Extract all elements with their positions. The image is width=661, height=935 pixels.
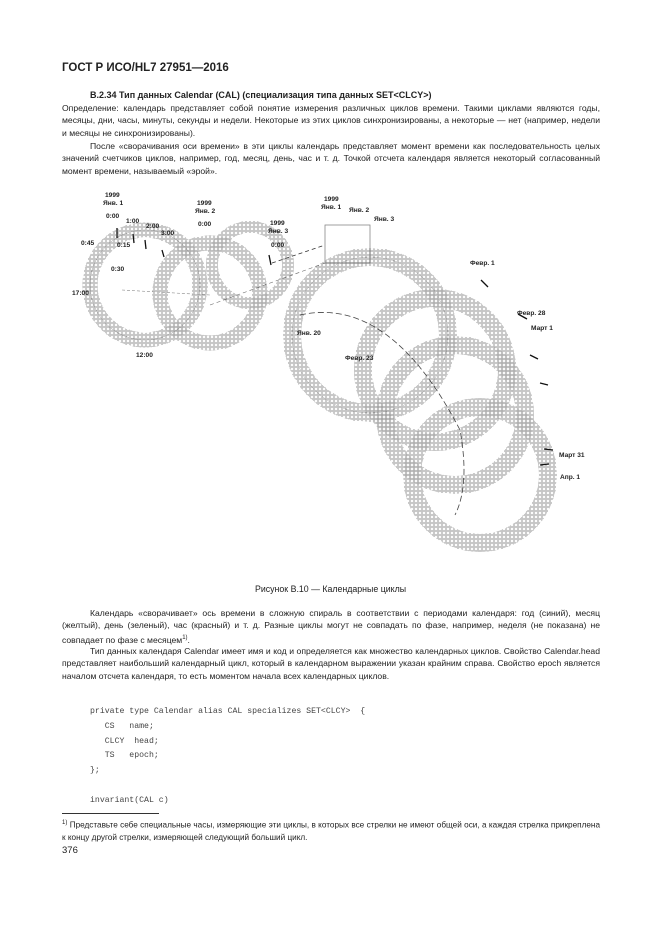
code-line: }; [90,766,100,776]
label-apr1: Апр. 1 [560,474,581,481]
section-title: В.2.34 Тип данных Calendar (CAL) (специализация типа данных SET<CLCY>) [90,90,432,100]
code-block [90,705,365,809]
footnote-divider [62,813,159,814]
label-time-100: 1:00 [126,218,140,225]
paragraph-calendar-type: Тип данных календаря Calendar имеет имя и код и определяется как множество календарных циклов. Свойство Calendar.head представляет наибольший календарный цикл, который в календарном выражении указан крайним справа. Свойство epoch является началом отсчета календаря, то есть моментом начала всех календарных циклов. [62,646,600,681]
label-time-1200: 12:00 [136,352,153,359]
label-year-1999-b: 1999 [197,200,212,207]
label-time-300: 3:00 [161,230,175,237]
label-jan3-z: Янв. 3 [374,216,395,223]
code-line: private type Calendar alias CAL specializes SET<CLCY> { [90,707,366,716]
label-jan1-z: Янв. 1 [321,204,342,211]
label-time-200: 2:00 [146,223,160,230]
figure-caption: Рисунок В.10 — Календарные циклы [254,584,407,594]
label-year-1999-c: 1999 [270,220,285,227]
label-time-000-b: 0:00 [198,221,212,228]
definition-paragraph: Определение: календарь представляет собой понятие измерения различных циклов времени. Такими циклами являются годы, месяцы, дни, часы, минуты, секунды и недели. Некоторые из этих циклов синхронизированы, а некоторые — нет (например, недели и месяцы не синхронизированы). [62,103,600,138]
paragraph-spiral-end: . [187,634,190,645]
paragraph-era: После «сворачивания оси времени» в эти циклы календарь представляет момент времени как последовательность целых значений счетчиков циклов, например, год, месяц, день, час и т. д. Точкой отсчета календаря является некоторый согласованный момент времени, называемый «эрой». [62,141,600,176]
code-line: CLCY head; [90,736,159,746]
label-jan2-z: Янв. 2 [349,207,370,214]
label-mar31: Март 31 [559,452,585,459]
footnote-ref: 1) [182,634,188,641]
footnote [62,817,600,844]
footnote-text: Представьте себе специальные часы, измеряющие эти циклы, в которых все стрелки не имеют общей оси, а каждая стрелка прикреплена к концу другой стрелки, измеряющей следующий больший цикл. [62,820,600,842]
label-time-1700: 17:00 [72,290,89,297]
label-time-015: 0:15 [117,242,131,249]
figure-svg [60,185,605,570]
page-number: 376 [62,845,78,856]
paragraph-spiral [62,607,600,646]
label-time-000-c: 0:00 [271,242,285,249]
calendar-cycles-figure [60,185,605,570]
standard-header: ГОСТ Р ИСО/HL7 27951—2016 [62,62,229,74]
label-year-1999-a: 1999 [105,192,120,199]
label-feb28: Февр. 28 [517,310,546,317]
label-time-030: 0:30 [111,266,125,273]
code-line: CS name; [90,721,154,731]
label-feb1: Февр. 1 [470,260,495,267]
code-line: TS epoch; [90,751,159,761]
month-cycle-rings [292,257,548,543]
label-time-045: 0:45 [81,240,95,247]
code-line: invariant(CAL c) [90,795,169,805]
label-jan1-a: Янв. 1 [103,200,124,207]
label-time-000-a: 0:00 [106,213,120,220]
paragraph-spiral-text: Календарь «сворачивает» ось времени в сложную спираль в соответствии с периодами календаря: год (синий), месяц (желтый), день (зеленый), час (красный) и т. д. Разные циклы могут не совпадать по фазе, например, неделя (не показана) не совпадает по фазе с месяцем [62,608,600,645]
label-jan2-a: Янв. 2 [195,208,216,215]
label-feb23: Февр. 23 [345,355,374,362]
label-jan20: Янв. 20 [297,330,321,337]
label-jan3-a: Янв. 3 [268,228,289,235]
label-mar1: Март 1 [531,325,553,332]
footnote-marker: 1) [62,820,68,826]
label-year-1999-z: 1999 [324,196,339,203]
